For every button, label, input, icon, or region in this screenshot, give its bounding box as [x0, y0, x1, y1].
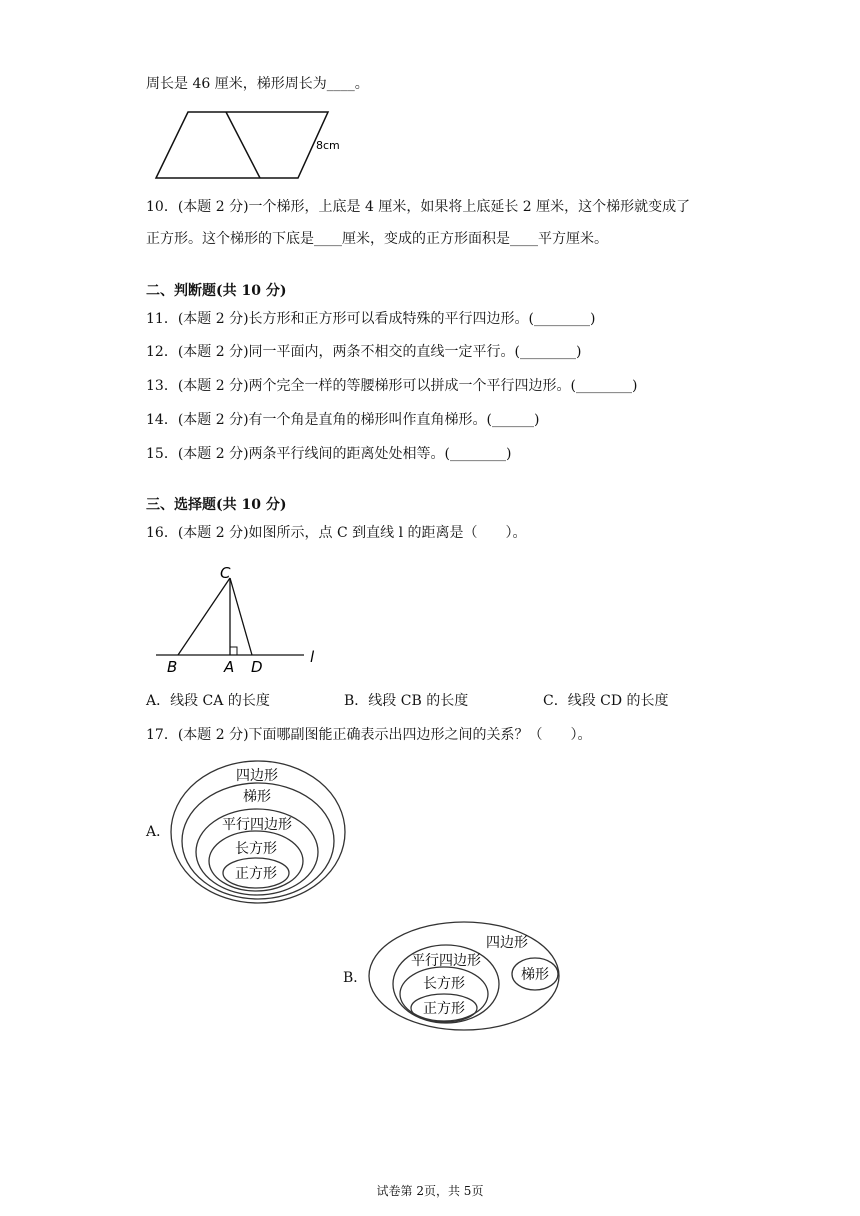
q17-option-a-label: A．: [146, 824, 171, 840]
b-label-square: 正方形: [423, 1001, 465, 1017]
parallelogram-figure: [150, 108, 360, 184]
question-15: 15．(本题 2 分)两条平行线间的距离处处相等。(________): [146, 446, 512, 462]
nested-ellipses-diagram-b: [366, 918, 566, 1044]
ring-label-quadrilateral: 四边形: [236, 768, 278, 784]
section-3-title: 三、选择题(共 10 分): [146, 497, 287, 513]
question-17: 17．(本题 2 分)下面哪副图能正确表示出四边形之间的关系？（ ）。: [146, 727, 592, 743]
point-d-label: D: [251, 658, 263, 676]
line-l-label: l: [310, 648, 315, 666]
page-footer: 试卷第 2页，共 5页: [376, 1184, 484, 1198]
q17-option-b-label: B．: [343, 970, 368, 986]
side-length-label: 8cm: [316, 139, 340, 152]
triangle-distance-figure: [150, 562, 330, 678]
question-11: 11．(本题 2 分)长方形和正方形可以看成特殊的平行四边形。(________): [146, 311, 596, 327]
question-12: 12．(本题 2 分)同一平面内，两条不相交的直线一定平行。(________): [146, 344, 582, 360]
question-10-line-2: 正方形。这个梯形的下底是____厘米，变成的正方形面积是____平方厘米。: [146, 231, 608, 247]
question-9-tail: 周长是 46 厘米，梯形周长为____。: [146, 76, 369, 92]
b-label-parallelogram: 平行四边形: [411, 953, 481, 969]
b-label-rectangle: 长方形: [423, 976, 465, 992]
point-c-label: C: [220, 564, 231, 582]
ring-label-rectangle: 长方形: [235, 841, 277, 857]
point-a-label: A: [224, 658, 235, 676]
question-14: 14．(本题 2 分)有一个角是直角的梯形叫作直角梯形。(______): [146, 412, 540, 428]
section-2-title: 二、判断题(共 10 分): [146, 283, 287, 299]
b-label-trapezoid: 梯形: [521, 967, 549, 983]
b-label-quadrilateral: 四边形: [486, 935, 528, 951]
ring-label-parallelogram: 平行四边形: [222, 817, 292, 833]
question-16: 16．(本题 2 分)如图所示，点 C 到直线 l 的距离是（ ）。: [146, 525, 527, 541]
point-b-label: B: [167, 658, 178, 676]
question-13: 13．(本题 2 分)两个完全一样的等腰梯形可以拼成一个平行四边形。(________): [146, 378, 638, 394]
ring-label-trapezoid: 梯形: [243, 789, 271, 805]
nested-ellipses-diagram-a: [168, 756, 354, 910]
question-10-line-1: 10．(本题 2 分)一个梯形，上底是 4 厘米，如果将上底延长 2 厘米，这个梯形就变成了: [146, 199, 691, 215]
ring-label-square: 正方形: [235, 866, 277, 882]
q16-option-b: B．线段 CB 的长度: [344, 693, 469, 709]
q16-option-c: C．线段 CD 的长度: [543, 693, 669, 709]
q16-option-a: A．线段 CA 的长度: [146, 693, 270, 709]
